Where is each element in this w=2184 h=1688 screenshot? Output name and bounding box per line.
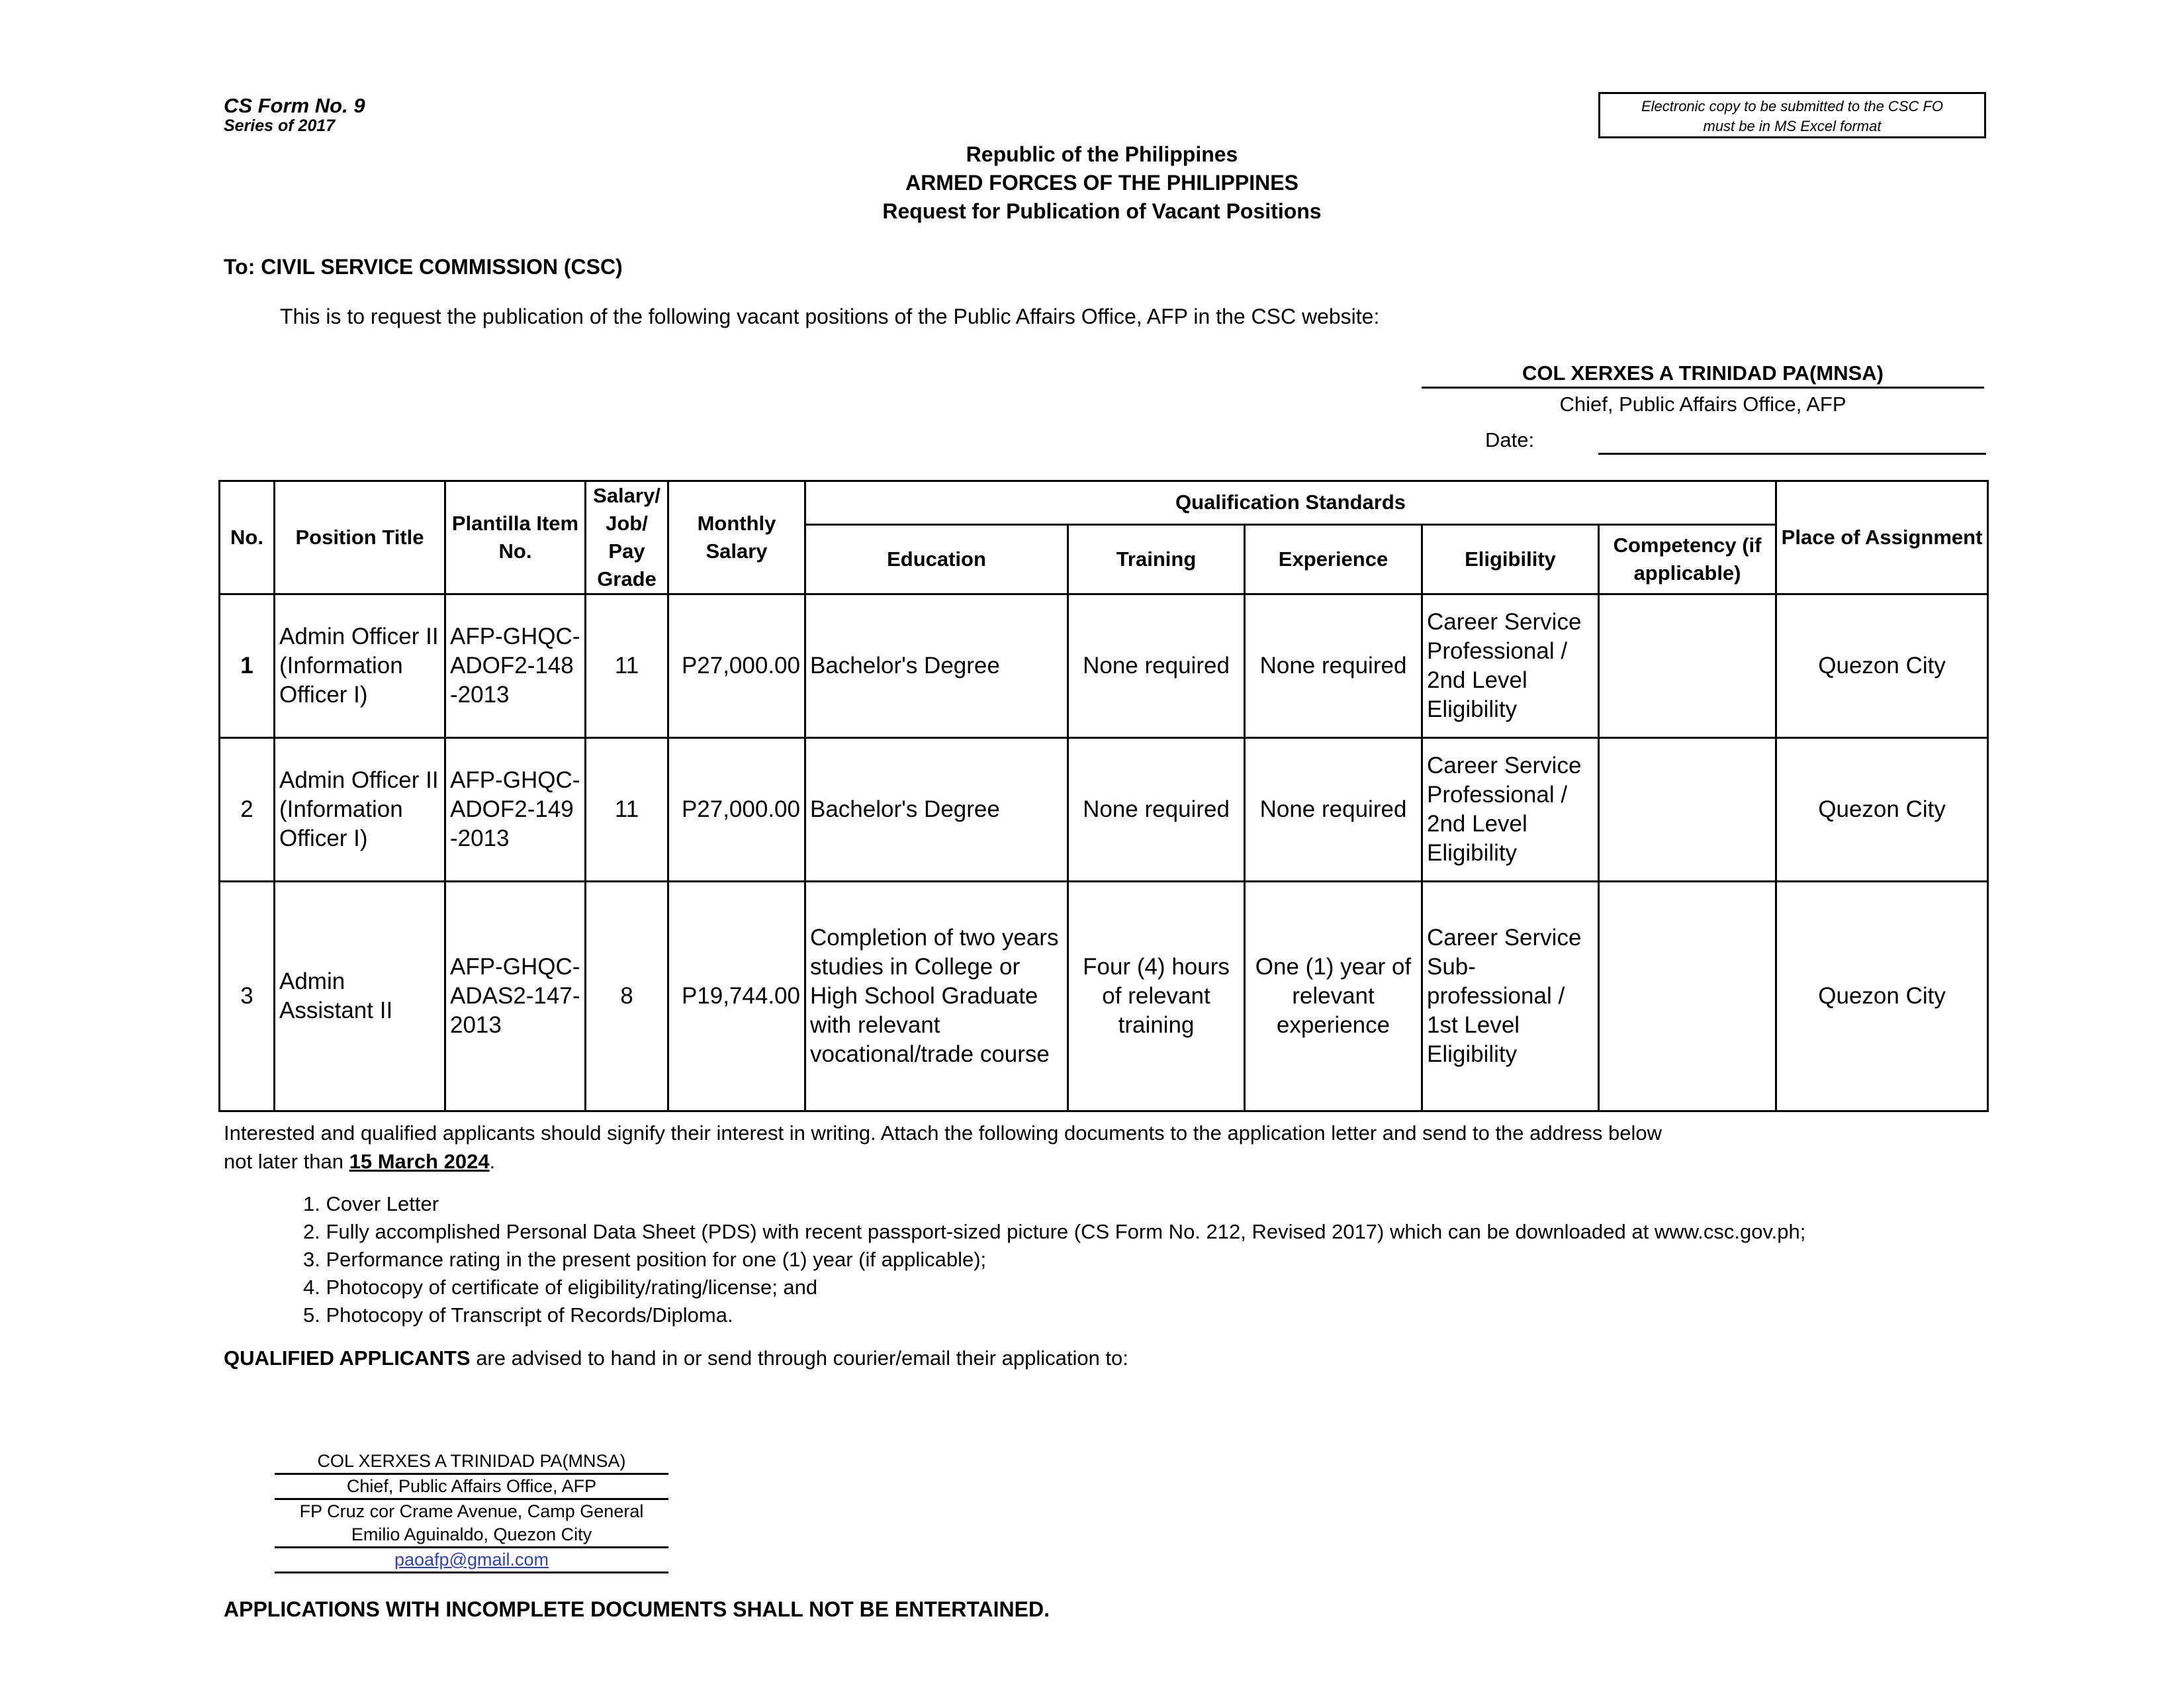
contact-title: Chief, Public Affairs Office, AFP: [275, 1475, 668, 1500]
row-education: Bachelor's Degree: [805, 594, 1068, 738]
requirements-list: [303, 1190, 1805, 1329]
row-grade: 11: [586, 594, 668, 738]
vacancy-table: [218, 480, 1989, 1112]
row-training: Four (4) hours of relevant training: [1068, 882, 1245, 1111]
note-line-2: must be in MS Excel format: [1703, 118, 1882, 134]
header-salary-grade: Salary/ Job/ Pay Grade: [586, 481, 668, 594]
row-salary: P27,000.00: [668, 738, 805, 882]
table-row: [220, 738, 1988, 882]
row-eligibility: Career Service Professional / 2nd Level Eligibility: [1422, 594, 1599, 738]
row-experience: None required: [1245, 738, 1422, 882]
header-qualification-standards: Qualification Standards: [805, 481, 1776, 525]
addressee: To: CIVIL SERVICE COMMISSION (CSC): [224, 255, 623, 279]
row-no: 2: [220, 738, 275, 882]
electronic-copy-note: [1598, 92, 1986, 138]
header-training: Training: [1068, 524, 1245, 594]
date-label: Date:: [1485, 428, 1535, 451]
row-education: Bachelor's Degree: [805, 738, 1068, 882]
deadline-date: 15 March 2024: [349, 1150, 490, 1173]
list-item: 5. Photocopy of Transcript of Records/Diploma.: [303, 1303, 733, 1327]
header-competency: Competency (if applicable): [1599, 524, 1776, 594]
instructions-line-1: Interested and qualified applicants should signify their interest in writing. Attach the following documents to the application letter and send to the address below: [224, 1121, 1662, 1145]
row-eligibility: Career Service Sub-professional / 1st Level Eligibility: [1422, 882, 1599, 1111]
header-plantilla: Plantilla Item No.: [445, 481, 586, 594]
signatory-block: [1422, 361, 1984, 416]
table-row: [220, 882, 1988, 1111]
header-agency: ARMED FORCES OF THE PHILIPPINES: [905, 171, 1298, 195]
contact-address-line-2: Emilio Aguinaldo, Quezon City: [275, 1523, 668, 1548]
row-competency: [1599, 882, 1776, 1111]
header-experience: Experience: [1245, 524, 1422, 594]
row-grade: 8: [586, 882, 668, 1111]
contact-block: [275, 1450, 668, 1573]
row-plantilla: AFP-GHQC-ADOF2-148-2013: [445, 594, 586, 738]
row-eligibility: Career Service Professional / 2nd Level Eligibility: [1422, 738, 1599, 882]
row-competency: [1599, 594, 1776, 738]
header-no: No.: [220, 481, 275, 594]
row-place: Quezon City: [1776, 882, 1988, 1111]
header-education: Education: [805, 524, 1068, 594]
row-no: 3: [220, 882, 275, 1111]
header-republic: Republic of the Philippines: [966, 142, 1238, 166]
row-experience: One (1) year of relevant experience: [1245, 882, 1422, 1111]
row-grade: 11: [586, 738, 668, 882]
row-training: None required: [1068, 738, 1245, 882]
instructions-prefix: not later than: [224, 1150, 343, 1173]
row-training: None required: [1068, 594, 1245, 738]
table-row: [220, 594, 1988, 738]
note-line-1: Electronic copy to be submitted to the CSC FO: [1641, 98, 1944, 115]
list-item: 1. Cover Letter: [303, 1192, 439, 1215]
row-plantilla: AFP-GHQC-ADAS2-147-2013: [445, 882, 586, 1111]
instructions-text: [224, 1119, 2011, 1176]
header-monthly-salary: Monthly Salary: [668, 481, 805, 594]
qualified-applicants-note: [224, 1346, 1128, 1370]
row-no: 1: [220, 594, 275, 738]
row-experience: None required: [1245, 594, 1422, 738]
instructions-suffix: .: [489, 1150, 496, 1173]
row-place: Quezon City: [1776, 594, 1988, 738]
list-item: 4. Photocopy of certificate of eligibility/rating/license; and: [303, 1276, 818, 1299]
date-field-line: [1598, 453, 1986, 455]
row-education: Completion of two years studies in College or High School Graduate with relevant vocational/trade course: [805, 882, 1068, 1111]
intro-text: This is to request the publication of the following vacant positions of the Public Affairs Office, AFP in the CSC website:: [280, 305, 1380, 328]
row-place: Quezon City: [1776, 738, 1988, 882]
final-warning: APPLICATIONS WITH INCOMPLETE DOCUMENTS SHALL NOT BE ENTERTAINED.: [224, 1597, 1050, 1621]
qualified-bold: QUALIFIED APPLICANTS: [224, 1346, 471, 1370]
contact-name: COL XERXES A TRINIDAD PA(MNSA): [275, 1450, 668, 1475]
list-item: 3. Performance rating in the present position for one (1) year (if applicable);: [303, 1248, 987, 1271]
header-position-title: Position Title: [275, 481, 445, 594]
form-number: CS Form No. 9: [224, 94, 365, 117]
row-position-title: Admin Assistant II: [275, 882, 445, 1111]
row-salary: P19,744.00: [668, 882, 805, 1111]
signatory-name: COL XERXES A TRINIDAD PA(MNSA): [1422, 361, 1984, 389]
contact-address-line-1: FP Cruz cor Crame Avenue, Camp General: [299, 1501, 644, 1521]
header-place: Place of Assignment: [1776, 481, 1988, 594]
header-eligibility: Eligibility: [1422, 524, 1599, 594]
header-subject: Request for Publication of Vacant Positions: [882, 199, 1322, 223]
list-item: 2. Fully accomplished Personal Data Sheet (PDS) with recent passport-sized picture (CS Form No. 212, Revised 2017) which can be downloaded at www.csc.gov.ph;: [303, 1220, 1806, 1243]
qualified-rest: are advised to hand in or send through courier/email their application to:: [470, 1346, 1128, 1370]
signatory-title: Chief, Public Affairs Office, AFP: [1559, 393, 1846, 416]
row-position-title: Admin Officer II (Information Officer I): [275, 738, 445, 882]
row-competency: [1599, 738, 1776, 882]
form-series: Series of 2017: [224, 117, 336, 135]
row-position-title: Admin Officer II (Information Officer I): [275, 594, 445, 738]
row-plantilla: AFP-GHQC-ADOF2-149-2013: [445, 738, 586, 882]
document-header: [794, 140, 1410, 226]
contact-email-link[interactable]: paoafp@gmail.com: [394, 1550, 549, 1570]
row-salary: P27,000.00: [668, 594, 805, 738]
instructions-line-2: [224, 1147, 2011, 1176]
